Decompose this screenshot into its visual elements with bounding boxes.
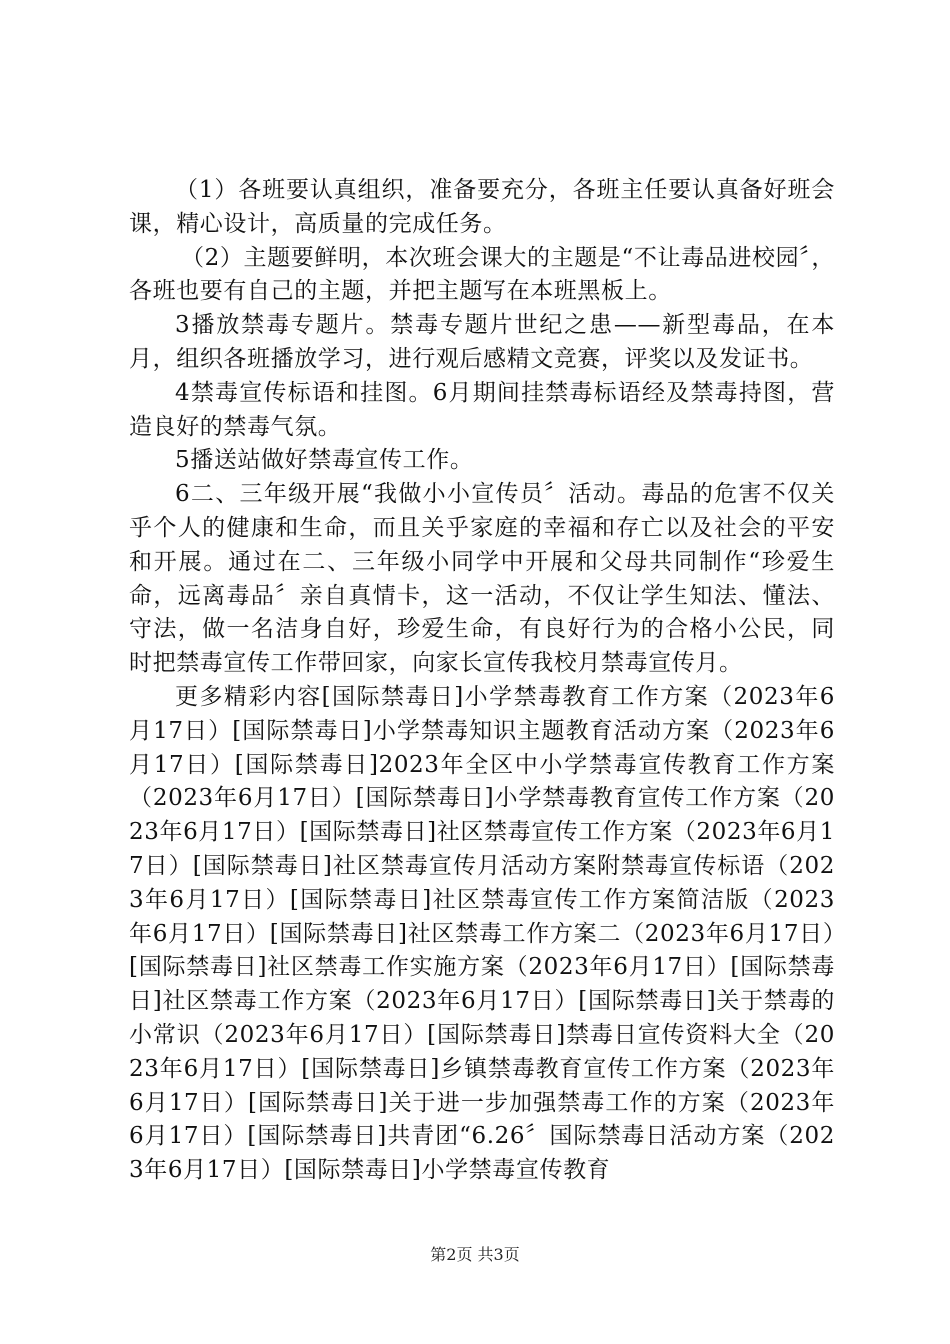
paragraph-little-promoter-activity: 6二、三年级开展“我做小小宣传员〞活动。毒品的危害不仅关乎个人的健康和生命，而且关乎家庭的幸福和存亡以及社会的平安和开展。通过在二、三年级小同学中开展和父母共同制作“珍爱生命，远离毒品〞亲自真情卡，这一活动，不仅让学生知法、懂法、守法，做一名洁身自好，珍爱生命，有良好行为的合格小公民，同时把禁毒宣传工作带回家，向家长宣传我校月禁毒宣传月。 — [129, 481, 835, 677]
paragraph-class-organization: （1）各班要认真组织，准备要充分，各班主任要认真备好班会课，精心设计，高质量的完成任务。 — [129, 177, 835, 237]
paragraph-theme: （2）主题要鲜明，本次班会课大的主题是“不让毒品进校园〞，各班也要有自己的主题，并把主题写在本班黑板上。 — [129, 244, 835, 305]
paragraph-film-screening: 3播放禁毒专题片。禁毒专题片世纪之患——新型毒品，在本月，组织各班播放学习，进行观后感精文竞赛，评奖以及发证书。 — [129, 312, 835, 372]
page-number-footer: 第2页 共3页 — [430, 1245, 520, 1264]
document-body — [129, 174, 835, 1188]
paragraph-slogans-posters: 4禁毒宣传标语和挂图。6月期间挂禁毒标语经及禁毒持图，营造良好的禁毒气氛。 — [129, 379, 835, 440]
paragraph-more-content-links: 更多精彩内容[国际禁毒日]小学禁毒教育工作方案（2023年6月17日）[国际禁毒日]小学禁毒知识主题教育活动方案（2023年6月17日）[国际禁毒日]2023年全区中小学禁毒宣传教育工作方案（2023年6月17日）[国际禁毒日]小学禁毒教育宣传工作方案（2023年6月17日）[国际禁毒日]社区禁毒宣传工作方案（2023年6月17日）[国际禁毒日]社区禁毒宣传月活动方案附禁毒宣传标语（2023年6月17日）[国际禁毒日]社区禁毒宣传工作方案简洁版（2023年6月17日）[国际禁毒日]社区禁毒工作方案二（2023年6月17日）[国际禁毒日]社区禁毒工作实施方案（2023年6月17日）[国际禁毒日]社区禁毒工作方案（2023年6月17日）[国际禁毒日]关于禁毒的小常识（2023年6月17日）[国际禁毒日]禁毒日宣传资料大全（2023年6月17日）[国际禁毒日]乡镇禁毒教育宣传工作方案（2023年6月17日）[国际禁毒日]关于进一步加强禁毒工作的方案（2023年6月17日）[国际禁毒日]共青团“6.26〞国际禁毒日活动方案（2023年6月17日）[国际禁毒日]小学禁毒宣传教育 — [129, 683, 835, 1184]
paragraph-broadcast-station: 5播送站做好禁毒宣传工作。 — [175, 447, 474, 474]
